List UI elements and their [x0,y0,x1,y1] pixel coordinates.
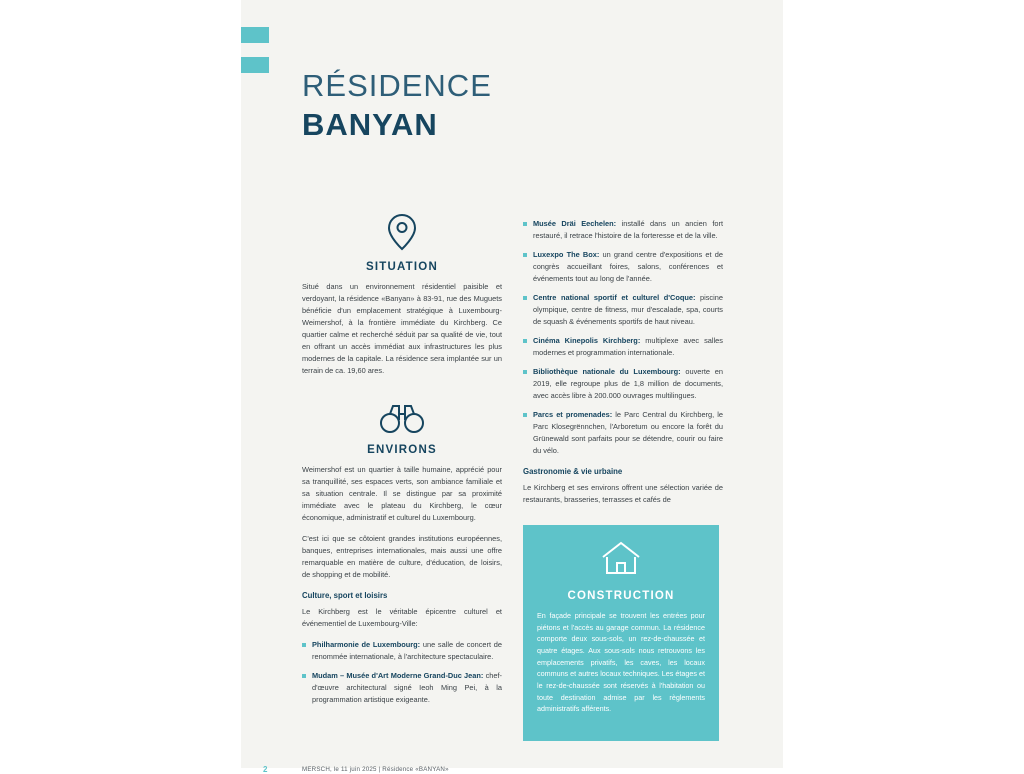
list-item-text: chef-d'œuvre architectural signé Ieoh Ming Pei, à la programmation artistique exigeante. [312,670,502,704]
page-number: 2 [263,765,268,774]
environs-paragraph-1: Weimershof est un quartier à taille humaine, apprécié pour sa tranquillité, ses espaces verts, son ambiance familiale et sa situation centrale. Il se distingue par sa proximité immédiate avec le plateau du Kirchberg, le cœur économique, administratif et culturel du Luxembourg. [302,464,502,522]
list-item [523,366,723,402]
page-title [302,70,492,140]
footer-text: MERSCH, le 11 juin 2025 | Résidence «BANYAN» [302,766,449,773]
list-item-text: piscine olympique, centre de fitness, mur d'escalade, spa, courts de squash & événements sportifs de haut niveau. [533,292,723,326]
gastronomie-heading: Gastronomie & vie urbaine [523,466,623,476]
list-item-text: une salle de concert de renommée internationale, à l'architecture spectaculaire. [312,639,502,661]
house-icon [537,539,705,584]
list-item-text: ouverte en 2019, elle regroupe plus de 1,8 million de documents, avec accès libre à 200.000 ouvrages multilingues. [533,366,723,400]
list-item [523,335,723,359]
culture-list-left [302,639,502,706]
list-item-name: Centre national sportif et culturel d'Coque: [533,292,696,302]
decorative-bar-top [241,27,269,43]
left-column [302,212,502,713]
list-item [523,249,723,285]
list-item-text: un grand centre d'expositions et de congrès accueillant foires, salons, conférences et événements tout au long de l'année. [533,249,723,283]
list-item-name: Musée Dräi Eechelen: [533,219,617,228]
list-item-name: Philharmonie de Luxembourg: [312,639,421,649]
list-item [523,292,723,328]
environs-heading: ENVIRONS [367,443,437,456]
binoculars-icon [302,401,502,440]
environs-paragraph-2: C'est ici que se côtoient grandes institutions européennes, banques, entreprises internationales, mais aussi une offre remarquable en matière de culture, d'éducation, de loisirs, de shopping et de mobilité. [302,533,502,579]
document-page [241,0,783,774]
title-line-2: BANYAN [302,107,438,142]
list-item-name: Parcs et promenades: [533,409,613,419]
construction-box [523,525,719,741]
list-item-name: Mudam – Musée d'Art Moderne Grand-Duc Jean: [312,670,484,680]
list-item-text: installé dans un ancien fort restauré, il retrace l'histoire de la forteresse et de la ville. [533,219,723,240]
list-item-name: Cinéma Kinepolis Kirchberg: [533,335,641,345]
list-item-text: le Parc Central du Kirchberg, le Parc Klosegrënnchen, l'Arboretum ou encore la forêt du Grünewald sont parfaits pour se détendre, courir ou faire du vélo. [533,409,723,455]
culture-list-right [523,218,723,457]
title-line-1: RÉSIDENCE [302,68,492,103]
culture-intro: Le Kirchberg est le véritable épicentre culturel et événementiel de Luxembourg-Ville: [302,606,502,628]
list-item [302,639,502,663]
list-item [523,409,723,457]
list-item [523,218,723,242]
construction-heading: CONSTRUCTION [567,590,675,602]
decorative-bar-second [241,57,269,73]
list-item [302,670,502,706]
culture-heading: Culture, sport et loisirs [302,590,388,600]
right-column [523,218,723,515]
gastronomie-text: Le Kirchberg et ses environs offrent une sélection variée de restaurants, brasseries, terrasses et cafés de [523,482,723,504]
map-pin-icon [302,212,502,257]
list-item-name: Bibliothèque nationale du Luxembourg: [533,366,681,376]
situation-heading: SITUATION [366,261,438,273]
list-item-name: Luxexpo The Box: [533,249,600,259]
construction-text: En façade principale se trouvent les entrées pour piétons et l'accès au garage commun. La résidence comporte deux sous-sols, un rez-de-chaussée et quatre étages. Aux sous-sols nous retrouvons les emplacements privatifs, les caves, les locaux communs et autres locaux techniques. Les étages et le rez-de-chaussée sont réservés à l'habitation ou toute destination admise par les règlements administratifs afférents. [537,611,705,714]
list-item-text: multiplexe avec salles modernes et programmation internationale. [533,335,723,357]
situation-text: Situé dans un environnement résidentiel paisible et verdoyant, la résidence «Banyan» à 83-91, rue des Muguets bénéficie d'un emplacement stratégique à Luxembourg-Weimershof, à la frontière immédiate du Kirchberg. Ce quartier calme et recherché séduit par sa qualité de vie, tout en offrant un accès immédiat aux infrastructures les plus modernes de la capitale. La résidence sera implantée sur un terrain de ca. 19,60 ares. [302,282,502,375]
